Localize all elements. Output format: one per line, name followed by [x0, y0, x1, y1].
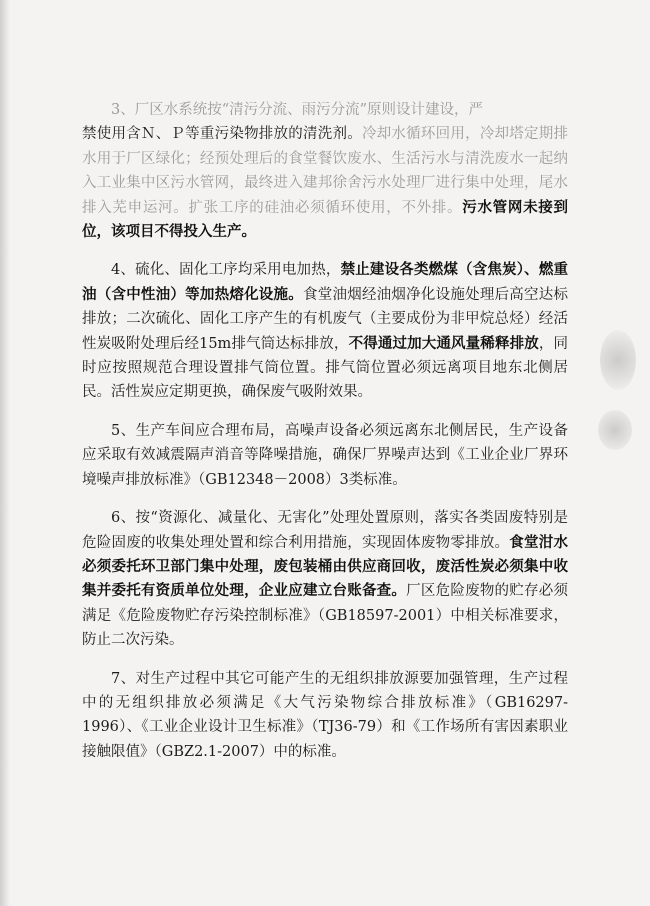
paragraph-7: 7、对生产过程中其它可能产生的无组织排放源要加强管理，生产过程中的无组织排放必须满足《大气污染物综合排放标准》（GB16297-1996）、《工业企业设计卫生标准》（TJ36-79）和《工作场所有害因素职业接触限值》（GBZ2.1-2007）中的标准。: [82, 670, 568, 760]
document-body: [82, 98, 568, 764]
paragraph-3-line-1: 3、厂区水系统按“清污分流、雨污分流”原则设计建设，严: [111, 102, 484, 118]
scan-smudge: [600, 330, 636, 390]
scan-edge-shadow: [0, 0, 10, 906]
paragraph-3-body: 禁使用含Ｎ、Ｐ等重污染物排放的清洗剂。冷却水循环回用，冷却塔定期排水用于厂区绿化；经预处理后的食堂餐饮废水、生活污水与清洗废水一起纳入工业集中区污水管网，最终进入建邦徐舍污水处理厂进行集中处理，尾水排入芜申运河。扩张工序的硅油必须循环使用，不外排。污水管网未接到位，该项目不得投入生产。: [82, 126, 569, 241]
paragraph-6: 6、按“资源化、减量化、无害化”处理处置原则，落实各类固废特别是危险固废的收集处理处置和综合利用措施，实现固体废物零排放。食堂泔水必须委托环卫部门集中处理，废包装桶由供应商回收，废活性炭必须集中收集并委托有资质单位处理，企业应建立台账备查。厂区危险废物的贮存必须满足《危险废物贮存污染控制标准》（GB18597-2001）中相关标准要求，防止二次污染。: [82, 510, 568, 649]
scan-smudge: [598, 410, 632, 450]
paragraph-4: 4、硫化、固化工序均采用电加热，禁止建设各类燃煤（含焦炭）、燃重油（含中性油）等加热熔化设施。食堂油烟经油烟净化设施处理后高空达标排放；二次硫化、固化工序产生的有机废气（主要成份为非甲烷总烃）经活性炭吸附处理后经15m排气筒达标排放，不得通过加大通风量稀释排放，同时应按照规范合理设置排气筒位置。排气筒位置必须远离项目地东北侧居民。活性炭应定期更换，确保废气吸附效果。: [82, 261, 569, 401]
paragraph-5: 5、生产车间应合理布局，高噪声设备必须远离东北侧居民，生产设备应采取有效减震隔声消音等降噪措施，确保厂界噪声达到《工业企业厂界环境噪声排放标准》（GB12348－2008）3类标准。: [82, 422, 568, 488]
